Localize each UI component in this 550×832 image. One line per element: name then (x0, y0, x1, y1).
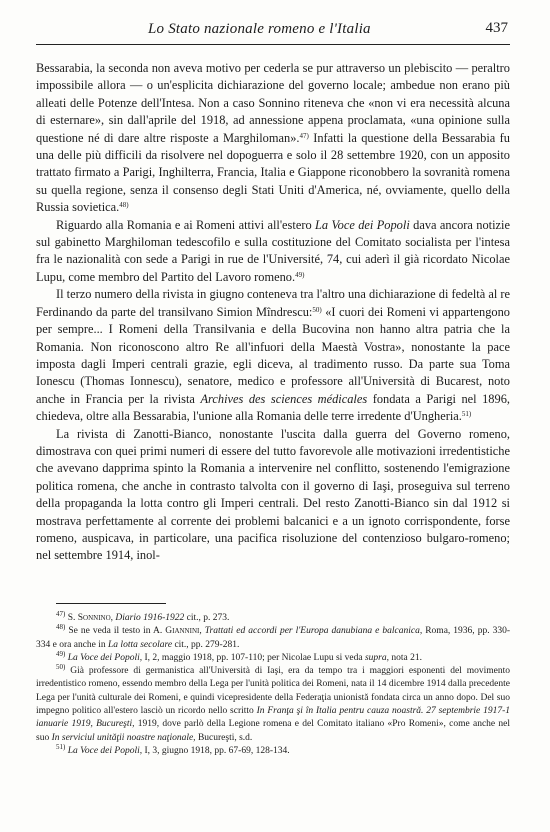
footnote-number: 47) (56, 610, 66, 618)
footnote-text: cit., p. 273. (184, 613, 230, 623)
footnote-text: Se ne veda il testo in A. (68, 626, 166, 637)
paragraph-4 (36, 426, 510, 565)
footnote-49 (36, 649, 510, 665)
paragraph-text: «I cuori dei Romeni vi appartengono per sempre... I Romeni della Transilvania e della Bucovina non hanno altra patria che la Romania. Non riconoscono altro Re all'infuori della Maestà Vostra», nonostante la pace imposta dagli Imperi centrali grazie, egli diceva, al tradimento russo. Da parte sua Toma Ionescu (Thomas Ionnescu), senatore, medico e professore all'Università di Bucarest, noto anche in Francia per la rivista (36, 304, 510, 406)
footnote-text: 1919, dove parlò della Legione romena e del Comitato italiano «Pro Romeni», come anche nel suo (36, 719, 511, 743)
footnote-text: cit., pp. 279-281. (172, 639, 240, 650)
footnote-supra: supra, (364, 652, 390, 663)
footnote-48 (36, 625, 510, 652)
footnote-title: La lotta secolare (108, 639, 173, 650)
footnote-number: 51) (56, 742, 66, 751)
paragraph-3 (36, 286, 510, 425)
footnote-number: 48) (56, 623, 66, 632)
footnote-text: I, 2, maggio 1918, pp. 107-110; per Nicolae Lupu si veda (142, 652, 365, 663)
paragraph-text: Il terzo numero della rivista in giugno conteneva tra l'altro una dichiarazione di fedeltà al re Ferdinando da parte del transilvano Simion Mîndrescu: (36, 287, 510, 319)
footnote-number: 50) (56, 663, 66, 672)
footnote-title: In Franţa şi în Italia pentru cauza noastră. 27 septembrie 1917-1 ianuarie 1919, Bucureşti, (36, 706, 510, 730)
footnote-text: Roma, 1936, pp. 330-334 e ora anche in (36, 626, 511, 650)
paragraph-text: La rivista di Zanotti-Bianco, nonostante l'uscita dalla guerra del Governo romeno, dimostrava con quei primi numeri di essere del tutto favorevole alle motivazioni irredentistiche che avevano dapprima spinto la Romania a intervenire nel conflitto, sostenendo l'emigrazione politica romena, che anche in contrasto talvolta con il governo di Iaşi, proseguiva sul terreno della propaganda la lotta contro gli Imperi centrali. Del resto Zanotti-Bianco sin dal 1912 si mostrava perfettamente al corrente dei problemi balcanici e a un ignoto corrispondente, forse romeno, auspicava, in particolare, una pacifica risoluzione del contenzioso bulgaro-romeno; nel settembre 1914, inol- (36, 426, 510, 563)
footnote-title: La Voce dei Popoli, (67, 652, 143, 663)
footnote-ref-49[interactable]: 49) (295, 270, 305, 279)
page-header (36, 18, 510, 45)
paragraph-text: Riguardo alla Romania e ai Romeni attivi all'estero (56, 217, 316, 232)
page-number: 437 (485, 20, 508, 36)
footnote-title: La Voce dei Popoli, (67, 745, 143, 756)
paragraph-text: fondata a Parigi nel 1896, chiedeva, oltre alla Bessarabia, l'unione alla Romania delle terre irredente d'Ungheria. (36, 391, 510, 424)
footnote-50 (36, 665, 510, 745)
paragraph-text: Infatti la questione della Bessarabia fu una delle più difficili da risolvere nel dopoguerra e solo il 28 settembre 1920, con un apposito trattato firmato a Parigi, Inghilterra, Francia, Italia e Giappone riconobbero la sovranità romena su quella regione, senza il consenso degli Stati Uniti d'America, né, ovviamente, quello della Russia sovietica. (36, 130, 510, 215)
running-title: Lo Stato nazionale romeno e l'Italia (148, 21, 371, 37)
footnote-ref-47[interactable]: 47) (299, 131, 309, 140)
footnote-title: Trattati ed accordi per l'Europa danubiana e balcanica, (204, 626, 423, 637)
footnotes (36, 612, 510, 758)
italic-title: La Voce dei Popoli (315, 217, 410, 232)
footnote-ref-50[interactable]: 50) (312, 305, 322, 314)
footnote-author: Giannini, (165, 626, 202, 637)
paragraph-1 (36, 60, 510, 217)
footnote-ref-48[interactable]: 48) (119, 201, 129, 210)
main-text (36, 60, 510, 565)
footnote-ref-51[interactable]: 51) (461, 410, 472, 419)
footnote-text: I, 3, giugno 1918, pp. 67-69, 128-134. (142, 745, 290, 756)
paragraph-2 (36, 217, 510, 287)
footnote-author: S. Sonnino, (67, 613, 114, 623)
footnote-divider (56, 603, 166, 604)
paragraph-text: dava ancora notizie sul gabinetto Marghiloman tedescofilo e sulla costituzione del Comitato socialista per l'intesa fra le nazionalità con sede a Parigi in rue de l'Université, 74, cui aderì il già ricordato Nicolae Lupu, come membro del Partito del Lavoro romeno. (36, 217, 511, 284)
italic-title: Archives des sciences médicales (200, 391, 368, 406)
footnote-text: Già professore di germanistica all'Università di Iaşi, era da tempo tra i maggiori esponenti del movimento irredentistico romeno, essendo membro della Lega per l'unità politica dei Romeni, nata il 14 dicembre 1914 dalla precedente Lega per l'unità culturale dei Romeni, e quindi vicepresidente della Federaţia unionistă fondata circa un anno dopo. Del suo impegno politico all'estero lasciò un ricordo nello scritto (36, 666, 511, 717)
footnote-text: Bucureşti, s.d. (195, 732, 253, 743)
footnote-51 (36, 742, 510, 758)
paragraph-text: Bessarabia, la seconda non aveva motivo per cederla se pur attraverso un plebiscito — peraltro impossibile allora — o un'esplicita dichiarazione del governo locale; ambedue non erano più alleati delle Potenze dell'Intesa. Non a caso Sonnino riteneva che «non vi era necessità alcuna di esternare», sin dall'aprile del 1918, ad annessione appena proclamata, «una opinione sulla questione né di dare altre risposte a Marghiloman». (36, 61, 510, 145)
footnote-47 (36, 612, 510, 625)
footnote-text: nota 21. (389, 652, 422, 663)
footnote-title: Diario 1916-1922 (115, 613, 185, 623)
footnote-number: 49) (56, 649, 66, 658)
footnote-title: In serviciul unităţii noastre naţionale, (51, 732, 196, 743)
